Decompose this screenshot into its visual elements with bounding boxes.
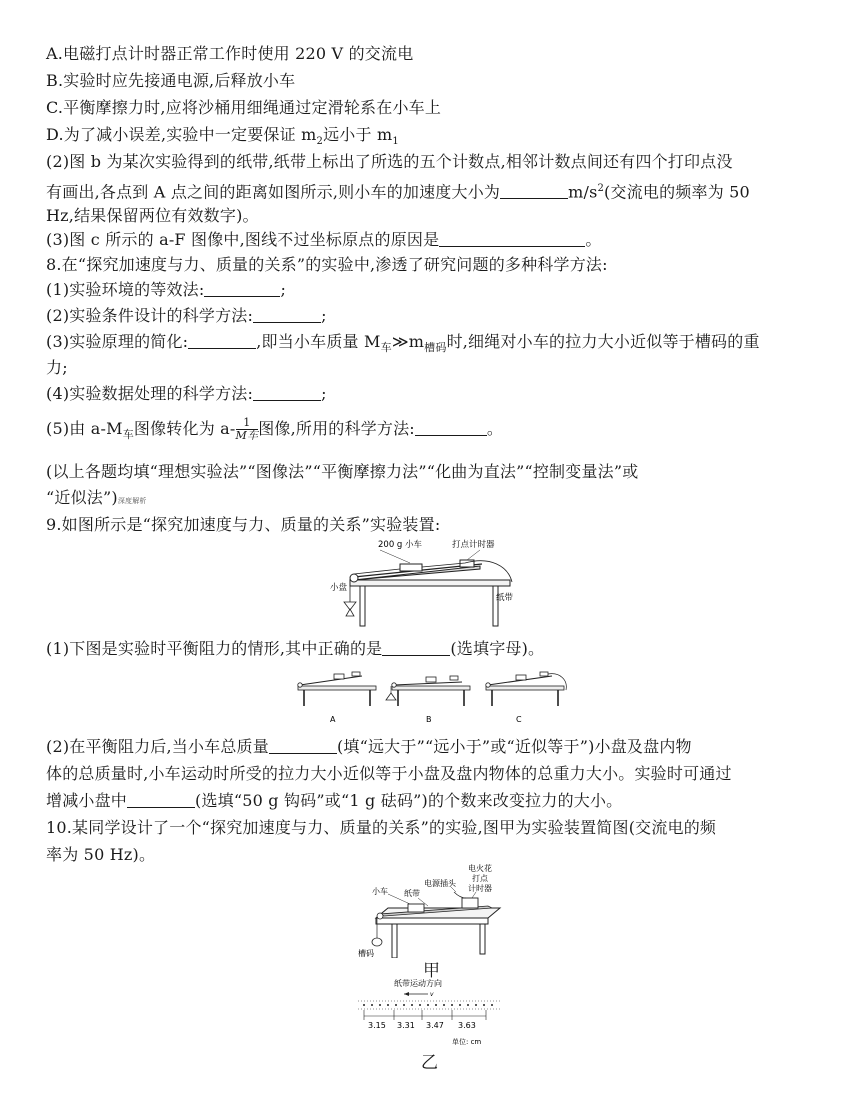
answer-blank[interactable]	[269, 739, 337, 754]
fraction	[236, 417, 259, 442]
q9-part1	[46, 639, 826, 659]
unit-label: 单位: cm	[452, 1038, 482, 1046]
q8-part3-text: ≫m	[391, 332, 425, 351]
q7-option-d-text: D.为了减小误差,实验中一定要保证 m	[46, 125, 317, 144]
q10-apparatus-figure-jia	[358, 862, 508, 958]
fraction-denominator: M车	[235, 429, 259, 442]
q8-part3	[46, 332, 826, 358]
label-tape-direction: 纸带运动方向	[394, 979, 442, 988]
answer-blank[interactable]	[500, 184, 568, 199]
q9-part1-text: (1)下图是实验时平衡阻力的情形,其中正确的是	[46, 639, 383, 658]
answer-blank[interactable]	[188, 334, 256, 349]
distance-3: 3.47	[426, 1021, 444, 1030]
analysis-tag[interactable]: 深度解析	[117, 497, 147, 505]
figure-caption-jia: 甲	[423, 961, 440, 981]
label-weight: 槽码	[358, 949, 374, 958]
q7-option-c: C.平衡摩擦力时,应将沙桶用细绳通过定滑轮系在小车上	[46, 98, 442, 117]
option-a-label: A	[330, 715, 336, 724]
label-timer-line2: 打点	[472, 874, 488, 883]
q7-part2-text: (交流电的频率为 50	[604, 182, 750, 202]
q9-part2-text: (选填“50 g 钩码”或“1 g 砝码”)的个数来改变拉力的大小。	[195, 791, 623, 810]
q8-part3-line2: 力;	[46, 358, 68, 377]
label-tape: 纸带	[496, 593, 514, 603]
option-a-setup	[298, 672, 376, 724]
label-timer-line1: 电火花	[468, 864, 492, 873]
option-b-setup	[386, 676, 470, 724]
q10-tape-figure-yi	[354, 976, 504, 1048]
q8-part3-text: 时,细绳对小车的拉力大小近似等于槽码的重	[446, 332, 760, 351]
label-plug: 电源插头	[424, 879, 456, 888]
q7-part2-line3: Hz,结果保留两位有效数字)。	[46, 206, 259, 225]
answer-blank[interactable]	[204, 282, 280, 297]
punctuation: ;	[280, 280, 287, 299]
q8-note-line1: (以上各题均填“理想实验法”“图像法”“平衡摩擦力法”“化曲为直法”“控制变量法”或	[46, 462, 639, 481]
q8-part2	[46, 306, 826, 326]
q7-option-b: B.实验时应先接通电源,后释放小车	[46, 71, 296, 90]
q7-part2-line1: (2)图 b 为某次实验得到的纸带,纸带上标出了所选的五个计数点,相邻计数点间还有四个打印点没	[46, 152, 733, 171]
superscript: 2	[597, 183, 605, 194]
subscript: 1	[392, 136, 399, 148]
q9-part2-text: 增减小盘中	[46, 791, 128, 810]
answer-blank[interactable]	[382, 641, 450, 656]
q10-stem-line1: 10.某同学设计了一个“探究加速度与力、质量的关系”的实验,图甲为实验装置简图(交流电的频	[46, 818, 717, 837]
q7-part2-text: 有画出,各点到 A 点之间的距离如图所示,则小车的加速度大小为	[46, 182, 501, 202]
q8-part5	[46, 416, 826, 448]
q9-part2-line3	[46, 791, 826, 811]
q7-option-d	[46, 125, 826, 152]
q8-part3-text: (3)实验原理的简化:	[46, 332, 189, 351]
q8-note-text: “近似法”)	[46, 488, 118, 507]
distance-4: 3.63	[458, 1021, 476, 1030]
q8-part5-text: (5)由 a-M	[46, 419, 123, 438]
q8-part4-text: (4)实验数据处理的科学方法:	[46, 384, 254, 403]
distance-2: 3.31	[397, 1021, 415, 1030]
distance-1: 3.15	[368, 1021, 386, 1030]
q7-part3	[46, 230, 826, 250]
q8-part1	[46, 280, 826, 300]
subscript: 槽码	[424, 341, 447, 355]
q7-option-d-text: 远小于 m	[323, 125, 393, 144]
q8-part5-text: 图像转化为 a-	[133, 419, 236, 438]
q9-part1-text: (选填字母)。	[450, 639, 545, 658]
q10-stem-line2: 率为 50 Hz)。	[46, 845, 156, 864]
q7-option-a: A.电磁打点计时器正常工作时使用 220 V 的交流电	[46, 44, 414, 63]
subscript: 车	[122, 428, 134, 442]
q9-part2-line1	[46, 737, 826, 757]
label-pan: 小盘	[330, 583, 348, 593]
label-tape: 纸带	[404, 889, 420, 898]
q8-stem: 8.在“探究加速度与力、质量的关系”的实验中,渗透了研究问题的多种科学方法:	[46, 255, 608, 274]
q9-part2-text: (2)在平衡阻力后,当小车总质量	[46, 737, 269, 756]
label-velocity: v	[430, 991, 434, 998]
subscript: 2	[316, 136, 324, 148]
q9-part2-text: (填“远大于”“远小于”或“近似等于”)小盘及盘内物	[336, 737, 692, 756]
punctuation: 。	[585, 230, 602, 249]
unit-text: m/s	[568, 182, 598, 202]
q9-stem: 9.如图所示是“探究加速度与力、质量的关系”实验装置:	[46, 515, 441, 534]
q8-part5-text: 图像,所用的科学方法:	[258, 419, 415, 438]
label-timer-line3: 计时器	[468, 884, 492, 893]
q7-part3-text: (3)图 c 所示的 a-F 图像中,图线不过坐标原点的原因是	[46, 230, 440, 249]
figure-caption-yi: 乙	[421, 1053, 438, 1073]
q8-part3-text: ,即当小车质量 M	[256, 332, 381, 351]
fraction-numerator: 1	[236, 417, 259, 430]
punctuation: 。	[486, 419, 504, 438]
q8-note-line2	[46, 488, 826, 511]
q9-part2-line2: 体的总质量时,小车运动时所受的拉力大小近似等于小盘及盘内物体的总重力大小。实验时可通过	[46, 764, 732, 783]
answer-blank[interactable]	[253, 308, 321, 323]
q7-part2-line2	[46, 179, 826, 202]
punctuation: ;	[321, 306, 327, 325]
subscript: 车	[380, 341, 392, 355]
q8-part4	[46, 384, 826, 404]
option-b-label: B	[426, 715, 432, 724]
answer-blank[interactable]	[439, 232, 585, 247]
label-cart: 小车	[372, 887, 388, 896]
answer-blank[interactable]	[127, 793, 195, 808]
q8-part2-text: (2)实验条件设计的科学方法:	[46, 306, 254, 325]
answer-blank[interactable]	[415, 421, 487, 436]
punctuation: ;	[321, 384, 327, 403]
q9-apparatus-figure	[330, 536, 540, 628]
answer-blank[interactable]	[253, 386, 321, 401]
label-timer: 打点计时器	[452, 540, 495, 550]
q8-part1-text: (1)实验环境的等效法:	[46, 280, 205, 299]
option-c-setup	[486, 672, 567, 724]
label-cart: 200 g 小车	[378, 540, 423, 550]
option-c-label: C	[516, 715, 522, 724]
q9-options-figure	[290, 666, 570, 726]
